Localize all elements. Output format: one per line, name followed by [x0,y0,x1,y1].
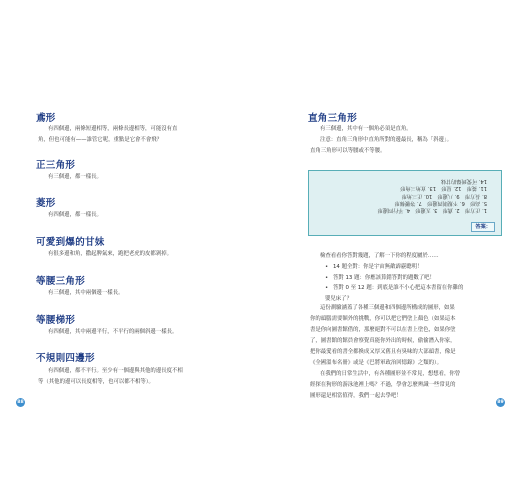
right-triangle-line-2: 注意：直角三角形中直角所對的邊最長，稱為「斜邊」。 [320,137,453,143]
body-line-3: 書是你向圖書館借的，那麼絕對不可以在書上塗色，如果你塗 [310,327,456,333]
list-item: • 14 題全對：你是宇宙無敵霹靂聰明！ [325,264,423,270]
body-line-2: 你的頭腦需要額外的挑戰，你可以把它們塗上顏色（如果這本 [310,316,456,322]
answer-lines-upside-down [317,177,487,213]
section-title-isosceles-trapezoid: 等腰梯形 [36,315,76,326]
section-title-isosceles: 等腰三角形 [36,276,86,287]
irregular-line-1: 有四個邊，都不平行。至少有一個邊與其他的邊長度不相 [48,368,183,374]
irregular-line-2: 等（其他的邊可以長度相等，也可以都不相等）。 [38,379,154,385]
section-title-cute-girl: 可愛到爆的甘妹 [36,237,105,248]
section-title-kite: 鳶形 [36,113,56,124]
bullet-text: 答對 0 至 12 題：到底是誰不小心把這本書留在你雞的 [333,285,464,291]
page-number-left: 88 [17,400,24,405]
body-line-5: 把你最愛看的書全都換成又厚又舊且有臭味的大部頭書，像是 [310,349,456,355]
list-item-continuation: 嬰兒床了？ [325,295,352,302]
page-number-right: 89 [497,400,504,405]
body-line-9: 圖形還是相當值得，我們一起去學吧！ [310,393,402,399]
answer-line: 5. 高形 6. 不規則四邊形 7. 等腰梯形 [394,199,487,206]
section-title-irregular-quadrilateral: 不規則四邊形 [36,353,95,364]
body-line-6: 《全國溫布名冊》或是《巴將軍政治回憶錄》之類的）。 [310,360,443,366]
right-triangle-line-1: 有三個邊，其中有一個角必須是直角。 [320,126,412,132]
section-title-equilateral: 正三角形 [36,160,76,171]
bullet-text: 14 題全對：你是宇宙無敵霹靂聰明！ [333,264,423,270]
answer-label: 答案： [471,222,495,232]
list-item: • 答對 13 題：你應該算錯答對的題數了吧！ [325,274,435,281]
isosceles-line-1: 有三個邊，其中兩個邊一樣長。 [48,290,124,296]
kite-line-1: 有四個邊，兩條短邊相等，兩條長邊相等，可能沒有直 [48,126,178,132]
section-title-rhombus: 菱形 [36,198,56,209]
body-line-1: 這份測驗涵蓋了各種三個邊和四個邊所構成的圖形，如果 [320,305,455,311]
list-item: • 答對 0 至 12 題：到底是誰不小心把這本書留在你雞的 [325,285,464,291]
answer-box [308,170,502,236]
answer-line: 1. 正方形 2. 鳶形 3. 五邊形 4. 平行四邊形 [377,207,487,214]
answer-line: 11. 菱形 12. 星形 13. 直角三角形 [400,185,487,192]
rhombus-line-1: 有四個邊，都一樣長。 [48,212,102,218]
right-page [260,0,520,500]
body-line-4: 了，圖書館的館員會察覺真能你外出的時候，偷偷潛入你家， [310,338,456,344]
kite-line-2: 角，但也可能有——誰管它呢，重點是它會不會飛？ [38,137,162,143]
body-line-7: 在我們的日常生活中，有各種圖形並不常見，想想看，你曾 [320,371,461,377]
trapezoid-line-1: 有四個邊，其中兩邊平行，不平行的兩個斜邊一樣長。 [48,329,178,335]
check-line: 檢查看看你答對幾題，了解一下你的程度屬於…… [320,253,439,259]
answer-line: 14. 可愛到爆的甘妹 [440,178,487,185]
equilateral-line-1: 有三個邊，都一樣長。 [48,174,102,180]
answer-line: 8. 長方形 9. 八邊形 10. 正三角形 [401,192,487,199]
bullet-text: 答對 13 題：你應該算錯答對的題數了吧！ [333,274,435,281]
section-title-right-triangle: 直角三角形 [308,113,358,124]
body-line-8: 經探在狗形的游泳池裡上嗎？不過，學會怎麼辨識一些常見的 [310,382,456,388]
score-bullet-list [325,262,463,304]
right-triangle-line-3: 直角三角形可以等腰或不等腰。 [310,148,386,154]
cute-girl-line-1: 有很多邊和角，撒起脾氣來，跑把老虎的皮都剝掉。 [48,251,172,257]
